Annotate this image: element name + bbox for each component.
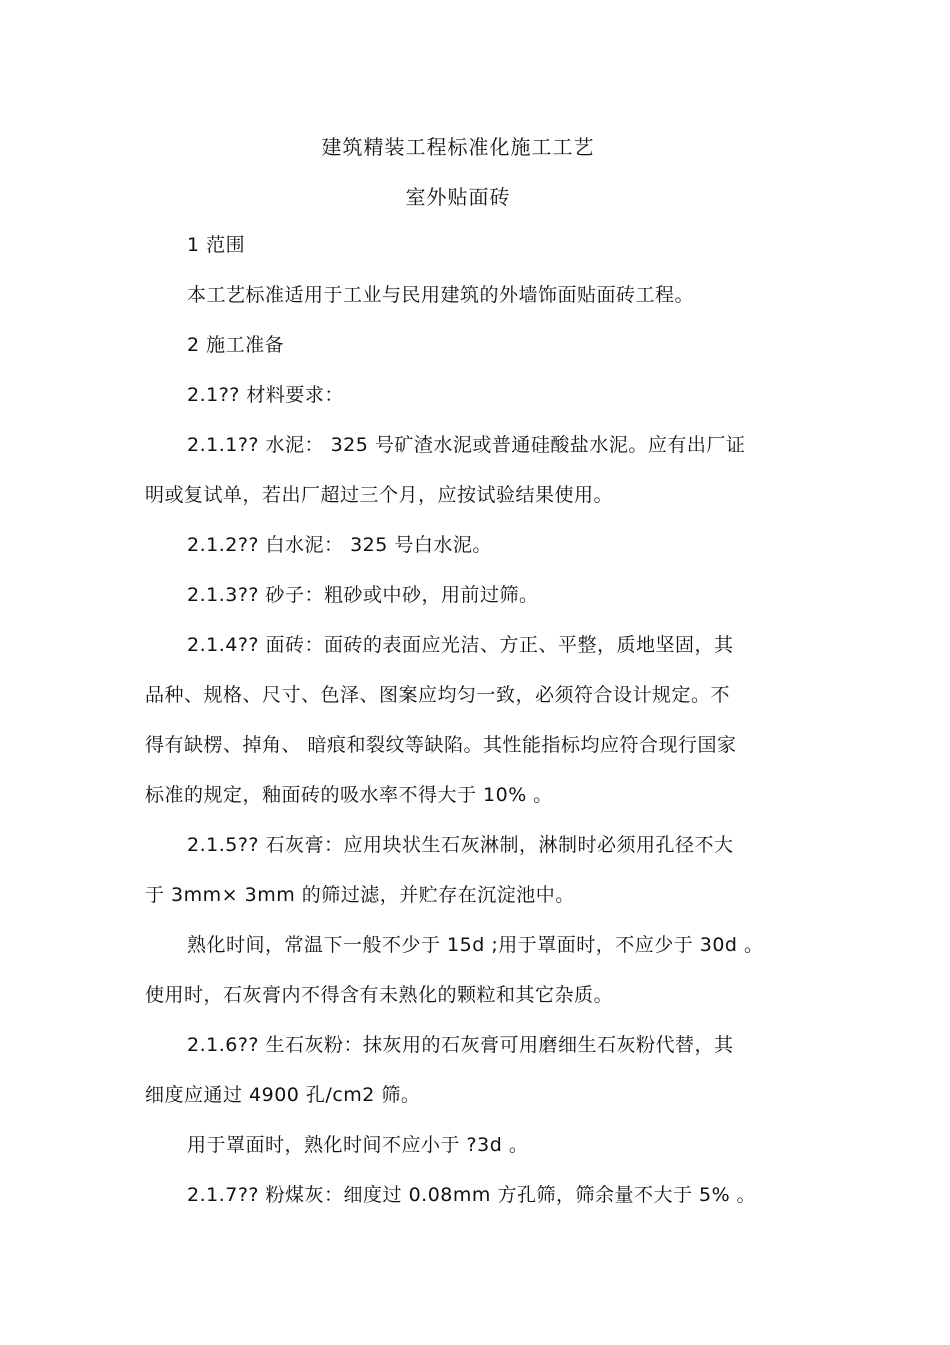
- paragraph-line: 2.1.7?? 粉煤灰：细度过 0.08mm 方孔筛，筛余量不大于 5% 。: [187, 1184, 757, 1206]
- paragraph-line: 品种、规格、尺寸、色泽、图案应均匀一致，必须符合设计规定。不: [145, 684, 731, 706]
- paragraph-line: 得有缺楞、掉角、 暗痕和裂纹等缺陷。其性能指标均应符合现行国家: [145, 734, 737, 756]
- section-heading-preparation: 2 施工准备: [187, 334, 285, 356]
- paragraph-line: 2.1.3?? 砂子：粗砂或中砂，用前过筛。: [187, 584, 539, 606]
- document-subtitle: 室外贴面砖: [405, 185, 511, 209]
- paragraph-line: 2.1.6?? 生石灰粉：抹灰用的石灰膏可用磨细生石灰粉代替，其: [187, 1034, 734, 1056]
- section-heading-scope: 1 范围: [187, 234, 246, 256]
- document-title: 建筑精装工程标准化施工工艺: [321, 135, 595, 159]
- paragraph-line: 熟化时间，常温下一般不少于 15d ;用于罩面时，不应少于 30d 。: [187, 934, 764, 956]
- paragraph-line: 使用时，石灰膏内不得含有未熟化的颗粒和其它杂质。: [145, 984, 614, 1006]
- subsection-heading-materials: 2.1?? 材料要求：: [187, 384, 344, 406]
- paragraph-line: 标准的规定，釉面砖的吸水率不得大于 10% 。: [145, 784, 553, 806]
- paragraph-line: 明或复试单，若出厂超过三个月，应按试验结果使用。: [145, 484, 614, 506]
- paragraph-line: 用于罩面时，熟化时间不应小于 ?3d 。: [187, 1134, 529, 1156]
- paragraph-line: 于 3mm× 3mm 的筛过滤，并贮存在沉淀池中。: [145, 884, 575, 906]
- paragraph-line: 本工艺标准适用于工业与民用建筑的外墙饰面贴面砖工程。: [187, 284, 695, 306]
- paragraph-line: 2.1.1?? 水泥： 325 号矿渣水泥或普通硅酸盐水泥。应有出厂证: [187, 434, 746, 456]
- paragraph-line: 2.1.4?? 面砖：面砖的表面应光洁、方正、平整，质地坚固，其: [187, 634, 734, 656]
- paragraph-line: 细度应通过 4900 孔/cm2 筛。: [145, 1084, 421, 1106]
- paragraph-line: 2.1.5?? 石灰膏：应用块状生石灰淋制，淋制时必须用孔径不大: [187, 834, 734, 856]
- paragraph-line: 2.1.2?? 白水泥： 325 号白水泥。: [187, 534, 492, 556]
